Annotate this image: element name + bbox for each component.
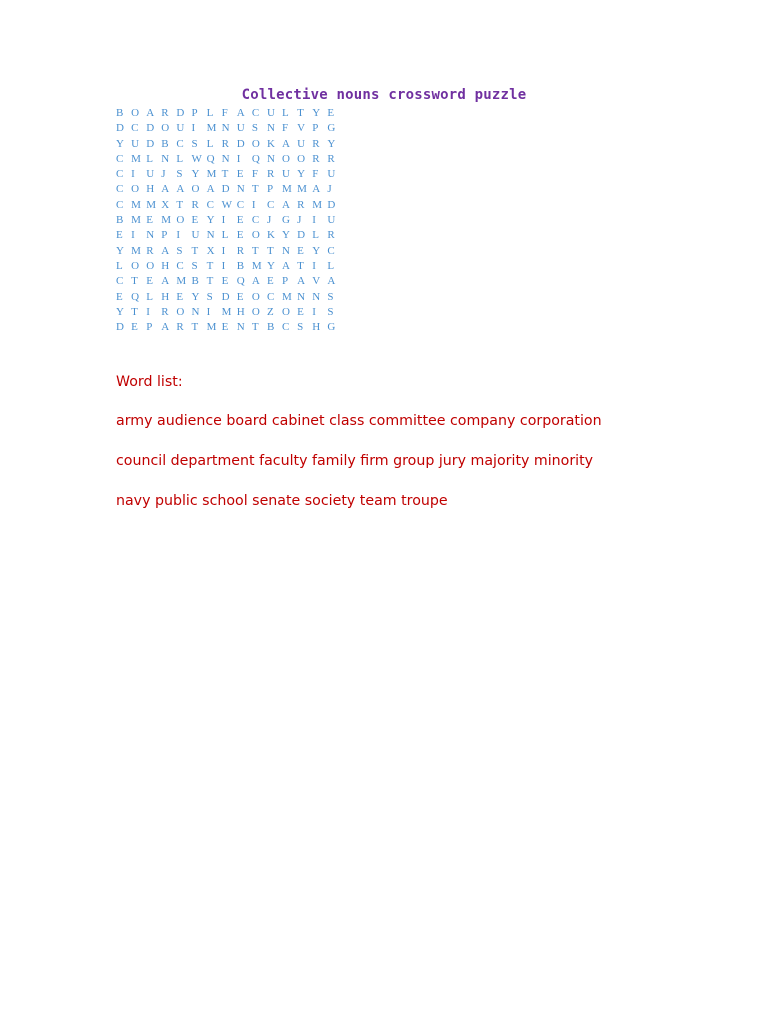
grid-letter: F xyxy=(282,122,289,135)
grid-letter: O xyxy=(251,137,260,150)
word-list-line: council department faculty family firm group jury majority minority xyxy=(116,453,594,469)
grid-letter: N xyxy=(146,229,155,242)
grid-letter: Q xyxy=(251,152,260,165)
word-list-line: navy public school senate society team troupe xyxy=(116,493,448,509)
grid-letter: O xyxy=(161,122,170,135)
grid-letter: E xyxy=(327,107,335,119)
grid-letter: S xyxy=(191,137,198,150)
grid-row xyxy=(116,274,342,289)
grid-letter: T xyxy=(221,168,229,181)
grid-letter: I xyxy=(131,168,135,181)
grid-letter: M xyxy=(297,183,307,196)
grid-letter: M xyxy=(131,244,141,257)
grid-letter: A xyxy=(282,198,290,211)
grid-letter: C xyxy=(251,214,260,227)
grid-letter: N xyxy=(161,152,170,165)
grid-letter: O xyxy=(176,214,185,227)
grid-letter: A xyxy=(176,183,185,196)
grid-letter: Y xyxy=(206,214,215,227)
grid-letter: N xyxy=(297,290,306,303)
grid-letter: N xyxy=(312,290,321,303)
grid-letter: E xyxy=(236,290,244,303)
grid-letter: I xyxy=(312,214,316,227)
grid-row xyxy=(116,137,342,152)
grid-letter: T xyxy=(251,244,259,257)
grid-letter: C xyxy=(116,168,124,181)
grid-row xyxy=(116,290,342,305)
grid-letter: E xyxy=(236,214,244,227)
grid-letter: A xyxy=(251,275,260,288)
grid-letter: M xyxy=(146,198,156,211)
grid-letter: E xyxy=(191,214,199,227)
grid-letter: L xyxy=(282,107,289,119)
grid-letter: S xyxy=(191,259,198,272)
puzzle-title: Collective nouns crossword puzzle xyxy=(241,87,527,103)
grid-row xyxy=(116,152,342,167)
grid-letter: E xyxy=(146,275,153,288)
grid-letter: P xyxy=(161,229,168,242)
grid-letter: M xyxy=(282,290,292,303)
grid-letter: E xyxy=(221,321,229,334)
grid-letter: B xyxy=(266,321,275,334)
grid-letter: S xyxy=(206,290,213,303)
word-list-heading: Word list: xyxy=(116,374,183,390)
grid-letter: M xyxy=(221,305,232,318)
grid-letter: E xyxy=(146,214,153,227)
grid-letter: Y xyxy=(266,259,275,272)
grid-row xyxy=(116,182,342,197)
grid-letter: J xyxy=(266,214,272,227)
grid-letter: Y xyxy=(116,244,124,257)
grid-letter: C xyxy=(116,152,124,165)
grid-letter: A xyxy=(206,183,215,196)
grid-letter: S xyxy=(251,122,258,135)
grid-letter: I xyxy=(236,152,241,165)
grid-row xyxy=(116,244,342,259)
grid-letter: L xyxy=(312,229,319,242)
grid-letter: P xyxy=(282,275,289,288)
grid-letter: G xyxy=(282,214,290,227)
grid-letter: X xyxy=(161,198,170,211)
grid-letter: K xyxy=(266,229,275,242)
grid-letter: R xyxy=(161,305,169,318)
grid-letter: E xyxy=(116,290,123,303)
grid-letter: J xyxy=(161,168,166,181)
grid-row xyxy=(116,198,342,213)
grid-letter: E xyxy=(266,275,274,288)
grid-letter: U xyxy=(191,229,200,242)
grid-row xyxy=(116,106,342,121)
grid-letter: R xyxy=(327,152,335,165)
grid-letter: A xyxy=(161,321,170,334)
grid-row xyxy=(116,320,342,335)
grid-letter: N xyxy=(266,152,275,165)
grid-letter: O xyxy=(146,259,155,272)
word-list xyxy=(116,373,676,529)
grid-letter: I xyxy=(221,214,226,227)
grid-letter: M xyxy=(206,122,217,135)
grid-letter: O xyxy=(131,107,140,119)
grid-letter: O xyxy=(282,305,290,318)
grid-letter: N xyxy=(221,122,230,135)
grid-letter: E xyxy=(116,229,123,242)
letter-grid xyxy=(116,106,342,335)
grid-letter: D xyxy=(327,198,336,211)
grid-letter: C xyxy=(116,198,124,211)
grid-letter: A xyxy=(161,244,170,257)
grid-letter: U xyxy=(282,168,290,181)
grid-letter: T xyxy=(206,259,214,272)
grid-letter: P xyxy=(191,107,198,119)
grid-letter: N xyxy=(236,183,245,196)
grid-letter: A xyxy=(282,259,290,272)
grid-letter: Y xyxy=(282,229,290,242)
grid-letter: L xyxy=(206,107,214,119)
grid-letter: O xyxy=(191,183,200,196)
grid-letter: I xyxy=(221,244,226,257)
grid-letter: Q xyxy=(236,275,245,288)
grid-letter: M xyxy=(206,168,217,181)
grid-letter: I xyxy=(146,305,150,318)
grid-letter: N xyxy=(221,152,230,165)
grid-letter: M xyxy=(176,275,187,288)
grid-letter: E xyxy=(236,168,244,181)
grid-letter: Y xyxy=(116,137,124,150)
grid-letter: O xyxy=(251,229,260,242)
grid-letter: H xyxy=(161,259,170,272)
grid-letter: R xyxy=(176,321,184,334)
grid-letter: W xyxy=(221,198,233,211)
grid-letter: O xyxy=(251,290,260,303)
grid-letter: T xyxy=(206,275,214,288)
grid-letter: Y xyxy=(312,107,321,119)
grid-letter: C xyxy=(116,183,124,196)
grid-letter: B xyxy=(191,275,199,288)
grid-letter: X xyxy=(206,244,215,257)
grid-letter: E xyxy=(131,321,138,334)
grid-letter: H xyxy=(146,183,155,196)
grid-letter: E xyxy=(297,305,304,318)
grid-letter: G xyxy=(327,122,336,135)
grid-letter: N xyxy=(282,244,290,257)
grid-letter: S xyxy=(297,321,304,334)
grid-letter: U xyxy=(131,137,140,150)
grid-letter: T xyxy=(297,259,304,272)
grid-letter: T xyxy=(191,321,199,334)
grid-letter: N xyxy=(191,305,200,318)
grid-letter: T xyxy=(297,107,304,119)
grid-row xyxy=(116,259,342,274)
grid-letter: T xyxy=(251,321,259,334)
grid-letter: D xyxy=(116,122,124,135)
grid-letter: L xyxy=(116,259,123,272)
grid-letter: R xyxy=(191,198,199,211)
grid-letter: R xyxy=(236,244,245,257)
grid-letter: R xyxy=(146,244,154,257)
grid-letter: A xyxy=(161,275,170,288)
grid-letter: I xyxy=(176,229,181,242)
grid-letter: C xyxy=(236,198,245,211)
word-list-line: army audience board cabinet class committee company corporation xyxy=(116,413,602,429)
grid-letter: M xyxy=(161,214,172,227)
grid-letter: E xyxy=(176,290,184,303)
grid-letter: Q xyxy=(131,290,140,303)
grid-letter: C xyxy=(131,122,139,135)
grid-letter: D xyxy=(236,137,245,150)
grid-letter: C xyxy=(206,198,214,211)
grid-letter: U xyxy=(146,168,155,181)
grid-letter: A xyxy=(146,107,155,119)
grid-letter: S xyxy=(327,305,334,318)
grid-letter: A xyxy=(236,107,245,119)
grid-row xyxy=(116,228,342,243)
grid-letter: U xyxy=(327,214,336,227)
grid-letter: C xyxy=(266,198,275,211)
grid-letter: U xyxy=(297,137,306,150)
grid-letter: L xyxy=(176,152,184,165)
grid-letter: A xyxy=(161,183,170,196)
grid-letter: C xyxy=(282,321,290,334)
grid-letter: Z xyxy=(266,305,274,318)
grid-letter: C xyxy=(327,244,335,257)
grid-letter: C xyxy=(176,259,184,272)
grid-letter: N xyxy=(236,321,245,334)
grid-letter: C xyxy=(176,137,184,150)
grid-letter: Y xyxy=(116,305,124,318)
grid-letter: J xyxy=(327,183,332,196)
grid-letter: D xyxy=(146,137,155,150)
grid-letter: I xyxy=(251,198,256,211)
grid-letter: O xyxy=(251,305,260,318)
grid-row xyxy=(116,305,342,320)
grid-letter: T xyxy=(131,305,138,318)
grid-letter: O xyxy=(282,152,290,165)
grid-letter: C xyxy=(266,290,275,303)
grid-letter: S xyxy=(176,244,183,257)
grid-letter: B xyxy=(236,259,245,272)
grid-letter: Y xyxy=(191,290,200,303)
grid-letter: B xyxy=(116,107,124,119)
grid-letter: R xyxy=(221,137,229,150)
grid-letter: H xyxy=(236,305,245,318)
grid-letter: M xyxy=(131,198,141,211)
grid-letter: M xyxy=(251,259,262,272)
grid-letter: I xyxy=(221,259,226,272)
grid-letter: C xyxy=(251,107,260,119)
grid-letter: O xyxy=(297,152,306,165)
grid-letter: D xyxy=(146,122,155,135)
grid-letter: E xyxy=(297,244,304,257)
grid-letter: V xyxy=(297,122,306,135)
grid-letter: N xyxy=(206,229,215,242)
grid-letter: W xyxy=(191,152,202,165)
grid-letter: R xyxy=(161,107,169,119)
grid-letter: I xyxy=(206,305,211,318)
grid-letter: P xyxy=(312,122,319,135)
grid-letter: M xyxy=(312,198,322,211)
grid-letter: Q xyxy=(206,152,215,165)
grid-letter: S xyxy=(327,290,334,303)
grid-letter: D xyxy=(176,107,185,119)
grid-letter: Y xyxy=(191,168,200,181)
grid-letter: D xyxy=(221,290,230,303)
grid-letter: D xyxy=(221,183,230,196)
grid-letter: C xyxy=(116,275,124,288)
grid-letter: M xyxy=(131,152,141,165)
grid-letter: R xyxy=(327,229,335,242)
grid-letter: R xyxy=(266,168,275,181)
grid-letter: E xyxy=(221,275,229,288)
grid-letter: F xyxy=(312,168,319,181)
grid-row xyxy=(116,213,342,228)
grid-letter: M xyxy=(206,321,217,334)
grid-letter: H xyxy=(161,290,170,303)
grid-letter: R xyxy=(312,137,320,150)
grid-letter: P xyxy=(266,183,274,196)
grid-letter: O xyxy=(131,183,140,196)
grid-letter: L xyxy=(327,259,335,272)
grid-letter: I xyxy=(191,122,196,135)
grid-letter: K xyxy=(266,137,275,150)
grid-row xyxy=(116,121,342,136)
grid-letter: L xyxy=(206,137,214,150)
grid-letter: J xyxy=(297,214,302,227)
grid-letter: M xyxy=(282,183,292,196)
grid-letter: I xyxy=(312,259,316,272)
grid-letter: U xyxy=(176,122,185,135)
grid-letter: A xyxy=(327,275,336,288)
grid-letter: I xyxy=(312,305,316,318)
grid-letter: N xyxy=(266,122,275,135)
grid-letter: U xyxy=(236,122,245,135)
grid-letter: A xyxy=(312,183,321,196)
grid-letter: Y xyxy=(297,168,306,181)
grid-letter: Y xyxy=(312,244,321,257)
grid-letter: P xyxy=(146,321,153,334)
grid-letter: D xyxy=(116,321,124,334)
grid-letter: T xyxy=(251,183,259,196)
grid-letter: A xyxy=(282,137,290,150)
grid-letter: I xyxy=(131,229,135,242)
grid-letter: B xyxy=(116,214,124,227)
grid-letter: H xyxy=(312,321,321,334)
grid-letter: S xyxy=(176,168,183,181)
grid-letter: M xyxy=(131,214,141,227)
grid-letter: D xyxy=(297,229,306,242)
grid-letter: O xyxy=(176,305,185,318)
grid-letter: E xyxy=(236,229,244,242)
grid-row xyxy=(116,167,342,182)
grid-letter: B xyxy=(161,137,169,150)
grid-letter: R xyxy=(297,198,305,211)
grid-letter: U xyxy=(327,168,336,181)
grid-letter: Y xyxy=(327,137,336,150)
grid-letter: F xyxy=(251,168,258,181)
grid-letter: F xyxy=(221,107,228,119)
grid-letter: U xyxy=(266,107,275,119)
grid-letter: T xyxy=(266,244,274,257)
grid-letter: O xyxy=(131,259,140,272)
grid-letter: R xyxy=(312,152,320,165)
grid-letter: G xyxy=(327,321,336,334)
grid-letter: L xyxy=(221,229,229,242)
grid-letter: T xyxy=(191,244,199,257)
grid-letter: V xyxy=(312,275,321,288)
grid-letter: T xyxy=(176,198,184,211)
grid-letter: A xyxy=(297,275,306,288)
grid-letter: L xyxy=(146,152,153,165)
grid-letter: L xyxy=(146,290,153,303)
grid-letter: T xyxy=(131,275,138,288)
